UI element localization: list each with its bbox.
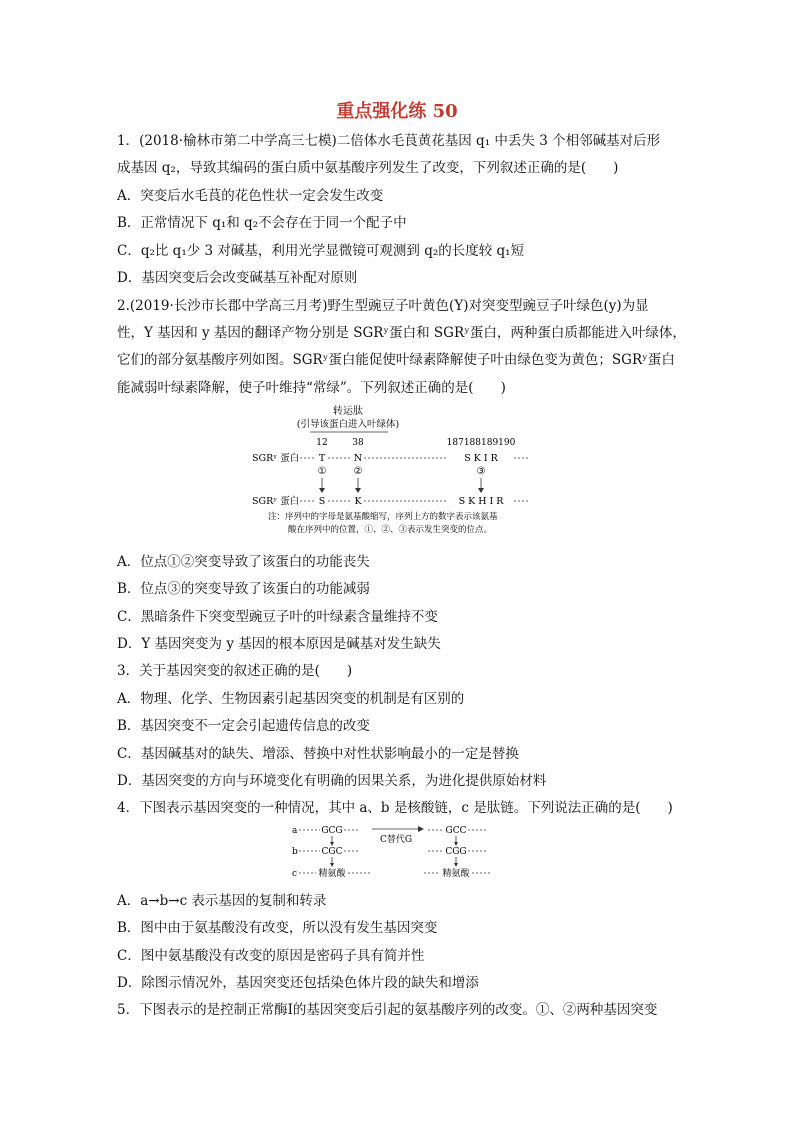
fig2-right-c: 精氨酸 (442, 869, 470, 879)
q3-option-c: C．基因碱基对的缺失、增添、替换中对性状影响最小的一定是替换 (117, 746, 519, 762)
q2-stem-line1: 2.(2019·长沙市长郡中学高三月考)野生型豌豆子叶黄色(Y)对突变型豌豆子叶绿色(y)为显 (117, 298, 649, 314)
q1-option-d: D．基因突变后会改变碱基互补配对原则 (117, 270, 358, 286)
q2-stem-line4: 能减弱叶绿素降解，使子叶维持“常绿”。下列叙述正确的是( ) (117, 380, 506, 396)
q1-option-c: C．q₂比 q₁少 3 对碱基，利用光学显微镜可观测到 q₂的长度较 q₁短 (117, 243, 525, 259)
fig1-mark-1: ① (317, 466, 327, 477)
fig2-left-c: 精氨酸 (318, 869, 346, 879)
q5-stem-line1: 5．下图表示的是控制正常酶Ⅰ的基因突变后引起的氨基酸序列的改变。①、②两种基因突变 (117, 1002, 658, 1018)
fig1-row2-label: SGRʸ 蛋白 (252, 496, 300, 507)
q4-option-c: C．图中氨基酸没有改变的原因是密码子具有简并性 (117, 948, 425, 964)
fig2-right-a: GCC (445, 826, 467, 836)
fig1-row2-aa-12: S (318, 496, 326, 507)
fig2-left-b: CGC (321, 847, 343, 857)
fig1-note-line2: 酸在序列中的位置，①、②、③表示发生突变的位点。 (288, 525, 493, 535)
q2-option-c: C．黑暗条件下突变型豌豆子叶的叶绿素含量维持不变 (117, 609, 438, 625)
fig1-pos-187-190: 187188189190 (446, 438, 516, 448)
protein-sequence-figure (248, 404, 548, 538)
q3-stem: 3．关于基因突变的叙述正确的是( ) (117, 663, 353, 679)
fig2-left-a: GCG (321, 826, 343, 836)
fig2-arrow-label: C替代G (379, 835, 413, 845)
fig1-row1-aa-12: T (318, 453, 326, 464)
q4-stem: 4．下图表示基因突变的一种情况，其中 a、b 是核酸链，c 是肽链。下列说法正确的是( ) (117, 800, 673, 816)
q1-option-b: B．正常情况下 q₁和 q₂不会存在于同一个配子中 (117, 215, 407, 231)
fig1-pos-38: 38 (352, 438, 364, 448)
fig1-row2-aa-38: K (354, 496, 362, 507)
q1-stem-line1: 1．(2018·榆林市第二中学高三七模)二倍体水毛茛黄花基因 q₁ 中丢失 3 个相邻碱基对后形 (117, 133, 661, 149)
fig1-note-line1: 注：序列中的字母是氨基酸缩写，序列上方的数字表示该氨基 (268, 512, 498, 522)
q2-stem-line2: 性，Y 基因和 y 基因的翻译产物分别是 SGRʸ蛋白和 SGRʸ蛋白，两种蛋白质都能进入叶绿体， (117, 325, 686, 341)
fig1-row1-aa-187-190: S K I R (464, 453, 498, 464)
q4-option-d: D．除图示情况外，基因突变还包括染色体片段的缺失和增添 (117, 975, 479, 991)
mutation-diagram (290, 823, 520, 883)
fig1-pos-12: 12 (316, 438, 328, 448)
q3-option-a: A．物理、化学、生物因素引起基因突变的机制是有区别的 (117, 691, 465, 707)
fig1-row1-aa-38: N (353, 453, 363, 464)
q1-stem-line2: 成基因 q₂，导致其编码的蛋白质中氨基酸序列发生了改变，下列叙述正确的是( ) (117, 160, 619, 176)
fig1-mark-3: ③ (476, 466, 486, 477)
q3-option-d: D．基因突变的方向与环境变化有明确的因果关系，为进化提供原始材料 (117, 773, 547, 789)
fig1-row2-aa-187-190: S K H I R (458, 496, 504, 507)
q2-option-a: A．位点①②突变导致了该蛋白的功能丧失 (117, 554, 370, 570)
fig2-label-a: a (292, 826, 298, 836)
q2-stem-line3: 它们的部分氨基酸序列如图。SGRʸ蛋白能促使叶绿素降解使子叶由绿色变为黄色；SGRʸ蛋白 (117, 352, 675, 368)
fig1-mark-2: ② (353, 466, 363, 477)
q3-option-b: B．基因突变不一定会引起遗传信息的改变 (117, 718, 370, 734)
fig2-label-c: c (292, 869, 298, 879)
q2-option-d: D．Y 基因突变为 y 基因的根本原因是碱基对发生缺失 (117, 636, 441, 652)
q2-option-b: B．位点③的突变导致了该蛋白的功能减弱 (117, 581, 370, 597)
fig2-label-b: b (292, 847, 298, 857)
fig2-right-b: CGG (445, 847, 467, 857)
q1-option-a: A．突变后水毛茛的花色性状一定会发生改变 (117, 188, 384, 204)
q4-option-a: A．a→b→c 表示基因的复制和转录 (117, 893, 327, 909)
page-title: 重点强化练 50 (336, 101, 458, 122)
fig1-header-2: (引导该蛋白进入叶绿体) (296, 419, 400, 430)
fig1-row1-label: SGRʸ 蛋白 (252, 453, 300, 464)
q4-option-b: B．图中由于氨基酸没有改变，所以没有发生基因突变 (117, 920, 438, 936)
fig1-header-1: 转运肽 (333, 406, 363, 417)
